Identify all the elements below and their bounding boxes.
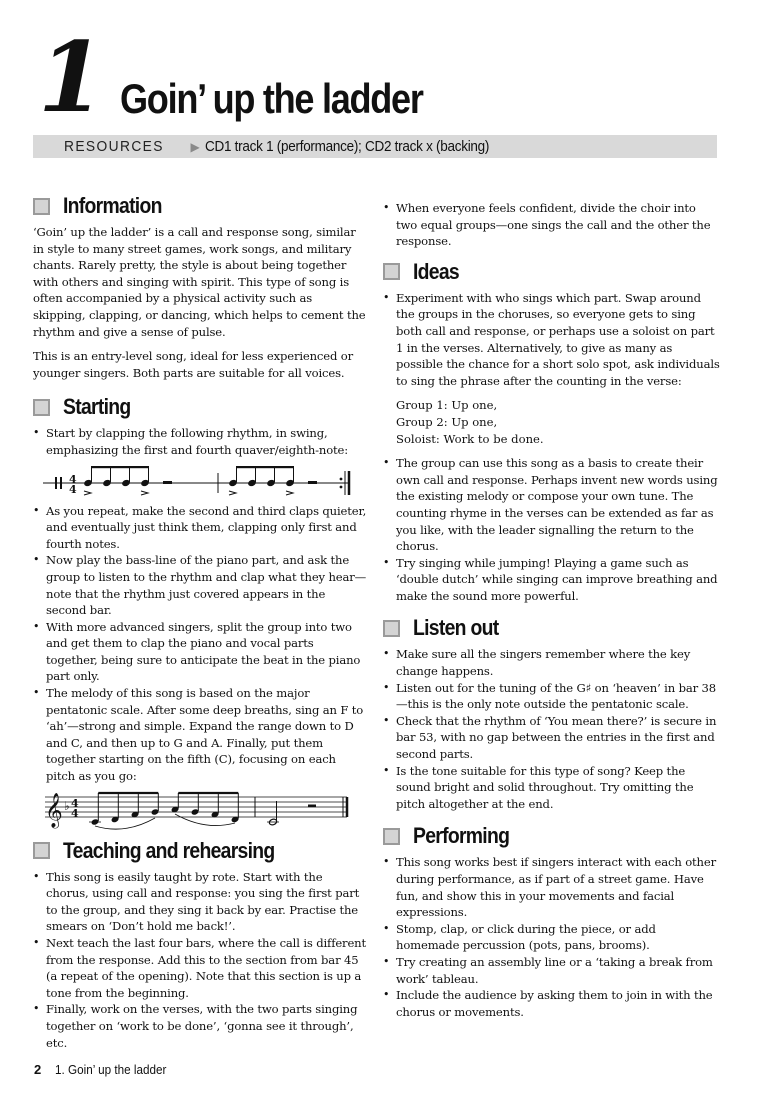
starting-bullets-cont [33,503,368,785]
bullet-item: • Try singing while jumping! Playing a game such as ‘double dutch’ while singing can improve breathing and make the sound more powerful. [383,555,720,605]
resources-label: RESOURCES [64,138,164,155]
bullet-item: • Stomp, clap, or click during the piece, or add homemade percussion (pots, pans, brooms). [383,921,720,954]
bullet-item: • Is the tone suitable for this type of song? Keep the sound bright and solid throughout. Try omitting the pitch altogether at the end. [383,763,720,813]
section-heading-listen [383,614,720,642]
running-title: 1. Goin’ up the ladder [55,1062,167,1077]
resources-text: CD1 track 1 (performance); CD2 track x (backing) [204,138,489,155]
play-triangle-icon: ▶ [190,139,200,154]
bullet-item: • With more advanced singers, split the group into two and get them to clap the piano and vocal parts together, being sure to anticipate the beat in the piano part only. [33,619,368,685]
ideas-bullets-cont [383,455,720,604]
call-line: Soloist: Work to be done. [396,431,544,446]
treble-clef: 𝄞 [45,792,63,828]
accent-mark [229,491,236,495]
bullet-item: • Next teach the last four bars, where the call is different from the response. Add this to the section from bar 45 (a repeat of the opening). Note that this section is up a tone from the beginning. [33,935,368,1001]
melody-notation [33,787,353,833]
section-square-icon [33,198,50,215]
section-square-icon [33,399,50,416]
percussion-clef [55,477,57,489]
bullet-item: • Experiment with who sings which part. Swap around the groups in the choruses, so everyone gets to sing both call and response, or perhaps use a soloist on part 1 in the verses. Alternatively, to give as many as possible the chance for a short solo spot, ask individuals to sing the phrase after the counting in the verse: [383,290,720,390]
bullet-item: • Finally, work on the verses, with the two parts singing together on ‘work to be done’, ‘gonna see it through’, etc. [33,1001,368,1051]
page-footer [34,1062,179,1077]
ideas-bullets [383,290,720,390]
repeat-dot [340,477,343,480]
bullet-item: • Make sure all the singers remember where the key change happens. [383,646,720,679]
call-line: Group 1: Up one, [396,398,498,413]
section-heading-performing [383,822,720,850]
time-signature-top: 4 [71,796,79,810]
flat-key-signature: ♭ [64,798,70,813]
section-heading-information [33,192,368,220]
performing-bullets [383,854,720,1020]
teaching-bullets-cont [383,200,720,250]
starting-bullets [33,425,368,458]
call-line: Group 2: Up one, [396,414,498,429]
time-signature-top: 4 [69,472,77,486]
section-heading-starting [33,393,368,421]
section-title: Listen out [413,615,499,641]
time-signature-bottom: 4 [69,482,77,496]
bullet-item: • When everyone feels confident, divide the choir into two equal groups—one sings the call and the other the response. [383,200,720,250]
section-heading-ideas [383,258,720,286]
beam [91,466,149,468]
bullet-item: • Include the audience by asking them to join in with the chorus or movements. [383,987,720,1020]
section-square-icon [383,828,400,845]
bullet-item: • Check that the rhythm of ‘You mean there?’ is secure in bar 53, with no gap between the entries in the first and second parts. [383,713,720,763]
half-rest [163,481,172,484]
right-column [383,200,720,1026]
section-title: Performing [413,823,510,849]
section-square-icon [383,620,400,637]
section-title: Starting [63,394,131,420]
bullet-item: • Now play the bass-line of the piano part, and ask the group to listen to the rhythm and clap what they hear—note that the rhythm just covered appears in the second bar. [33,552,368,618]
bullet-item: • As you repeat, make the second and third claps quieter, and eventually just think them, clapping only first and fourth notes. [33,503,368,553]
call-lines [383,397,720,447]
chapter-title: Goin’ up the ladder [120,75,423,122]
teaching-bullets [33,869,368,1052]
page-number: 2 [34,1062,42,1077]
bullet-item: • Listen out for the tuning of the G♯ on ‘heaven’ in bar 38—this is the only note outside the pentatonic scale. [383,680,720,713]
half-rest [308,804,316,807]
section-title: Ideas [413,258,459,284]
section-square-icon [383,263,400,280]
listen-bullets [383,646,720,812]
accent-mark [84,491,91,495]
rhythm-notation [33,461,353,501]
chapter-number: 1 [38,21,101,134]
bullet-item: • This song works best if singers interact with each other during performance, as if part of a street game. Have fun, and show this in your movements and facial expressions. [383,854,720,920]
time-signature-bottom: 4 [71,806,79,820]
accent-mark [286,491,293,495]
section-title: Teaching and rehearsing [63,837,275,863]
bullet-item: • Start by clapping the following rhythm, in swing, emphasizing the first and fourth quaver/eighth-note: [33,425,368,458]
repeat-dot [340,485,343,488]
slur [95,818,155,829]
bullet-item: • The group can use this song as a basis to create their own call and response. Perhaps invent new words using the existing melody or compose your own tune. The counting rhyme in the verses can be extended as far as you like, with the leader signalling the return to the chorus. [383,455,720,555]
resources-bar [33,135,717,158]
percussion-clef [60,477,62,489]
section-title: Information [63,193,162,218]
bullet-item: • Try creating an assembly line or a ‘taking a break from work’ tableau. [383,954,720,987]
beam [236,466,294,468]
section-square-icon [33,842,50,859]
slur [175,814,235,826]
bullet-item: • This song is easily taught by rote. Start with the chorus, using call and response: you sing the first part to the group, and they sing it back by ear. Practise the smears on ‘Don’t hold me back!’. [33,869,368,935]
half-rest [308,481,317,484]
left-column [33,192,368,1057]
bullet-item: • The melody of this song is based on the major pentatonic scale. After some deep breaths, sing an F to ‘ah’—strong and simple. Expand the range down to D and C, and then up to G and A. Finally, put them together starting on the fifth (C), focusing on each pitch as you go: [33,685,368,785]
paragraph: ‘Goin’ up the ladder’ is a call and response song, similar in style to many street games, work songs, and military chants. Rarely pretty, the style is about being together with others and singing with spirit. This type of song is often accompanied by a physical activity such as skipping, clapping, or dancing, which helps to cement the rhythm and give a sense of pulse. [33,225,366,339]
accent-mark [141,491,148,495]
section-heading-teaching [33,837,368,865]
paragraph: This is an entry-level song, ideal for less experienced or younger singers. Both parts are suitable for all voices. [33,349,354,380]
